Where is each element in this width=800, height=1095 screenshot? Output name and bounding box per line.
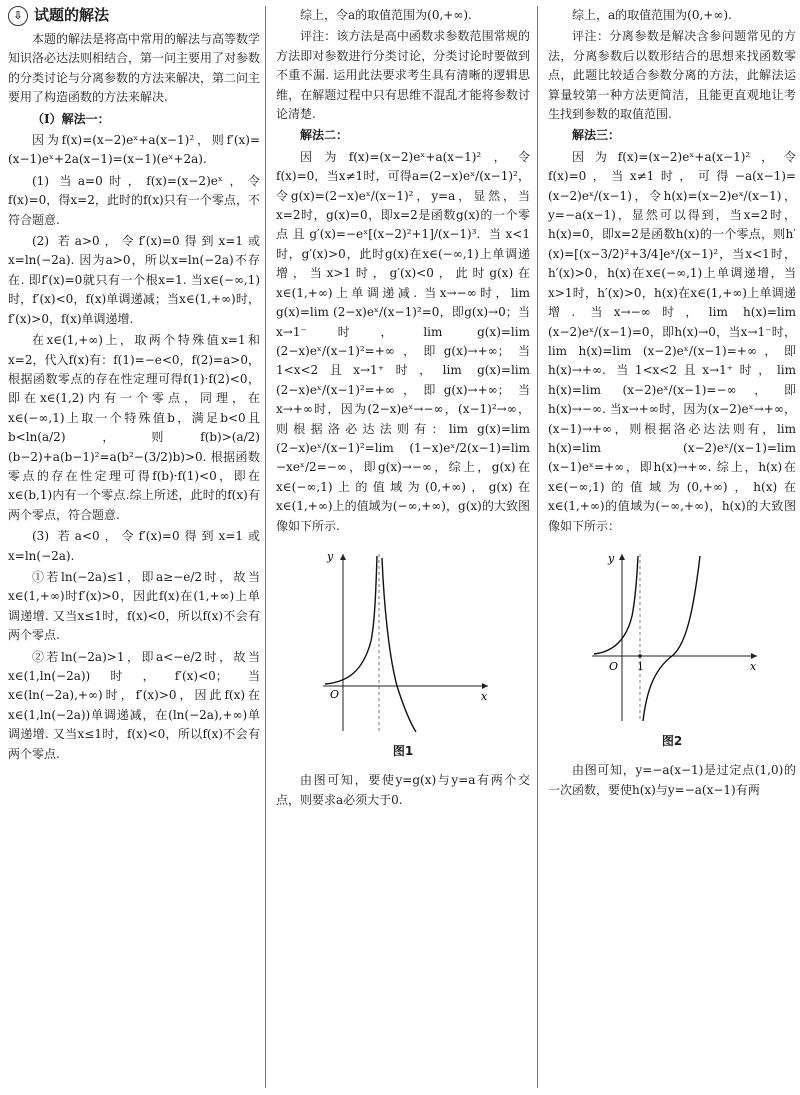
curve-left-branch: [325, 556, 377, 684]
paragraph: 由图可知，y=−a(x−1)是过定点(1,0)的一次函数，要使h(x)与y=−a(x−1)有两: [548, 763, 796, 797]
commentary: 评注：该方法是高中函数求参数范围常规的方法即对参数进行分类讨论，分类讨论时要做到不重不漏. 运用此法要求考生具有清晰的逻辑思维，在解题过程中只有思维不混乱才能将参数讨论清楚.: [276, 29, 530, 122]
method-heading: 解法二：: [300, 128, 349, 143]
y-axis-label: y: [608, 551, 615, 565]
curve-left-branch: [594, 556, 638, 654]
column-1: [8, 6, 260, 766]
column-2: [276, 6, 530, 812]
paragraph: (2) 若a>0，令f′(x)=0得到x=1或x=ln(−2a). 因为a>0，所以x=ln(−2a)不存在. 即f′(x)=0就只有一个根x=1. 当x∈(−∞,1)时，f′(x)<0，f(x)单调递减；当x∈(1,+∞)时，f′(x)>0，f(x)单调递增.: [8, 234, 260, 326]
paragraph: 本题的解法是将高中常用的解法与高等数学知识洛必达法则相结合，第一问主要用了对参数的分类讨论与分离参数的方法来解决，第二问主要用了构造函数的方法来解决.: [8, 32, 261, 105]
down-arrow-circle-icon: ⇩: [8, 6, 28, 26]
paragraph: 在x∈(1,+∞)上，取两个特殊值x=1和x=2，代入f(x)有：f(1)=−e<0，f(2)=a>0，根据函数零点的存在性定理可得f(1)·f(2)<0，即在x∈(1,2)内有一个零点，同理，在x∈(−∞,1)上取一个特殊值b，满足b<0且b<ln(a/2)，则f(b)>(a/2)(b−2)+a(b−1)²=a(b²−(3/2)b)>0. 根据函数零点的存在性定理可得f(b)·f(1)<0，即在x∈(b,1)内有一个零点.综上所述，此时的f(x)有两个零点，符合题意.: [8, 333, 260, 522]
column-3: [548, 6, 796, 802]
paragraph: (3) 若a<0，令f′(x)=0得到x=1或x=ln(−2a).: [8, 529, 260, 563]
figure-1-graph: [313, 546, 493, 736]
y-axis-arrow-icon: [340, 554, 346, 560]
paragraph: (1) 当a=0时，f(x)=(x−2)eˣ，令f(x)=0，得x=2，此时的f(x)只有一个零点，不符合题意.: [8, 173, 260, 227]
paragraph: 综上，a的取值范围为(0,+∞).: [572, 8, 732, 22]
section-title: 试题的解法: [34, 6, 110, 25]
column-divider: [537, 6, 538, 1088]
y-axis-arrow-icon: [619, 554, 625, 560]
paragraph: 因为f(x)=(x−2)eˣ+a(x−1)²，则f′(x)=(x−1)eˣ+2a(x−1)=(x−1)(eˣ+2a).: [8, 133, 260, 167]
method-heading: 解法三：: [572, 128, 621, 143]
paragraph: ②若ln(−2a)>1，即a<−e/2时，故当x∈(1,ln(−2a))时，f′(x)<0；当x∈(ln(−2a),+∞)时，f′(x)>0，因此f(x)在x∈(1,ln(−2a))单调递减，在(ln(−2a),+∞)单调递增. 又当x≤1时，f(x)<0，所以f(x)不会有两个零点.: [8, 649, 260, 761]
curve-right-branch: [382, 558, 416, 732]
method-heading: （Ⅰ）解法一：: [32, 111, 110, 126]
paragraph: 由图可知，要使y=g(x)与y=a有两个交点，则要求a必须大于0.: [276, 773, 530, 807]
curve-right-branch: [643, 556, 700, 721]
tick-label-one: 1: [637, 659, 644, 673]
y-axis-label: y: [327, 549, 334, 563]
origin-label: O: [609, 659, 619, 673]
figure-caption: 图2: [661, 733, 683, 748]
x-axis-arrow-icon: [751, 653, 757, 659]
x-axis-label: x: [750, 659, 757, 673]
x-axis-arrow-icon: [482, 683, 488, 689]
paragraph: 因为f(x)=(x−2)eˣ+a(x−1)²，令f(x)=0，当x≠1时，可得−a(x−1)=(x−2)eˣ/(x−1)，令h(x)=(x−2)eˣ/(x−1)，y=−a(x−1)，显然可以得到，当x=2时，h(x)=0，即x=2是函数h(x)的一个零点，则h′(x)=[(x−3/2)²+3/4]eˣ/(x−1)²，当x<1时，h′(x)>0，h(x)在x∈(−∞,1)上单调递增，当x>1时，h′(x)>0，h(x)在x∈(1,+∞)上单调递增. 当x→−∞时，lim h(x)=lim (x−2)eˣ/(x−1)=0，即h(x)→0，当x→1⁻时，lim h(x)=lim (x−2)eˣ/(x−1)=+∞，即h(x)→+∞. 当1<x<2且x→1⁺时，lim h(x)=lim (x−2)eˣ/(x−1)=−∞，即h(x)→−∞. 当x→+∞时，因为(x−2)eˣ→+∞，(x−1)→+∞，则根据洛必达法则有，lim h(x)=lim (x−2)eˣ/(x−1)=lim (x−1)eˣ=+∞，即h(x)→+∞. 综上，h(x)在x∈(−∞,1)的值域为(0,+∞)，h(x)在x∈(1,+∞)的值域为(−∞,+∞)，h(x)的大致图像如下所示：: [548, 149, 796, 533]
section-header: [8, 6, 260, 26]
x-axis-label: x: [481, 689, 488, 703]
origin-label: O: [330, 687, 340, 701]
commentary: 评注：分离参数是解决含参问题常见的方法，分离参数后以数形结合的思想来找函数零点，此题比较适合参数分离的方法，此解法运算量较第一种方法更简洁，且能更直观地让考生找到参数的取值范围.: [548, 29, 796, 122]
figure-2-graph: [582, 546, 762, 726]
figure-caption: 图1: [392, 743, 414, 758]
paragraph: 因为f(x)=(x−2)eˣ+a(x−1)²，令f(x)=0，当x≠1时，可得a=(2−x)eˣ/(x−1)²，令g(x)=(2−x)eˣ/(x−1)²，y=a，显然，当x=2时，g(x)=0，即x=2是函数g(x)的一个零点且g′(x)=−eˣ[(x−2)²+1]/(x−1)³. 当x<1时，g′(x)>0，此时g(x)在x∈(−∞,1)上单调递增，当x>1时，g′(x)<0，此时g(x)在x∈(1,+∞)上单调递减. 当x→−∞时，lim g(x)=lim (2−x)eˣ/(x−1)²=0，即g(x)→0；当x→1⁻时，lim g(x)=lim (2−x)eˣ/(x−1)²=+∞，即g(x)→+∞；当1<x<2且x→1⁺时，lim g(x)=lim (2−x)eˣ/(x−1)²=+∞，即g(x)→+∞；当x→+∞时，因为(2−x)eˣ→−∞，(x−1)²→∞，则根据洛必达法则有：lim g(x)=lim (2−x)eˣ/(x−1)²=lim (1−x)eˣ/2(x−1)=lim −xeˣ/2=−∞，即g(x)→−∞，综上，g(x)在x∈(−∞,1)上的值域为(0,+∞)，g(x)在x∈(1,+∞)上的值域为(−∞,+∞)，g(x)的大致图像如下所示.: [276, 149, 530, 533]
column-divider: [265, 6, 266, 1088]
paragraph: 综上，令a的取值范围为(0,+∞).: [300, 8, 472, 22]
paragraph: ①若ln(−2a)≤1，即a≥−e/2时，故当x∈(1,+∞)时f′(x)>0，因此f(x)在(1,+∞)上单调递增. 又当x≤1时，f(x)<0，所以f(x)不会有两个零点.: [8, 569, 260, 643]
